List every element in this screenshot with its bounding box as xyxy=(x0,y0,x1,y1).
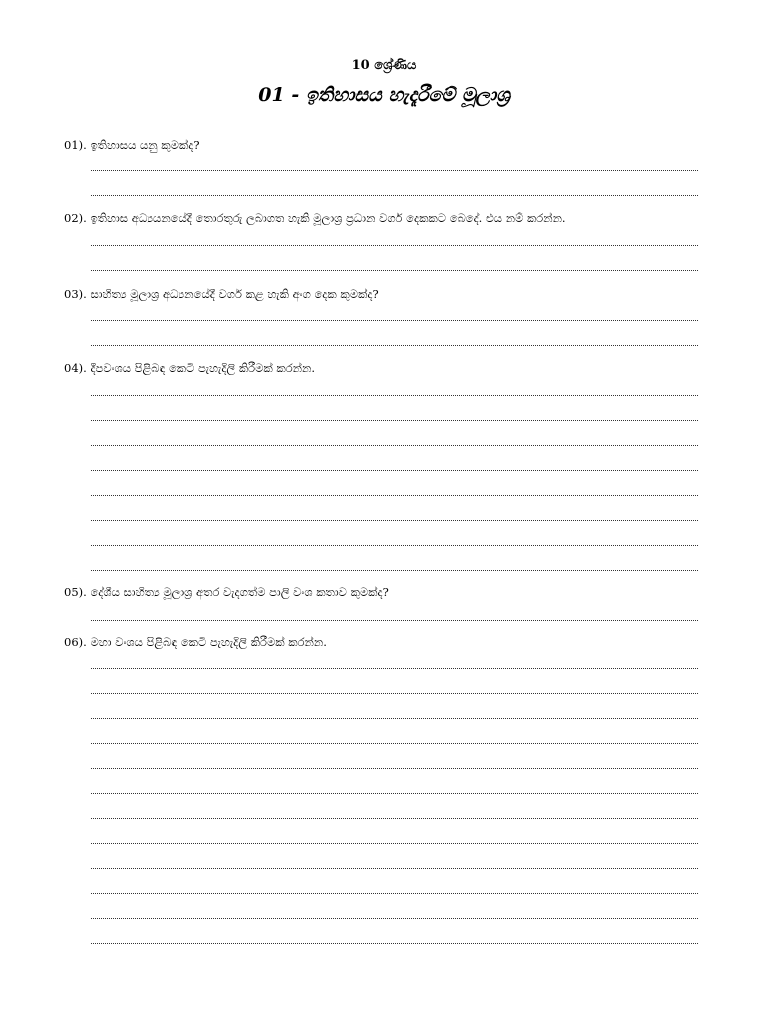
question-number: 02). xyxy=(64,211,87,225)
answer-line xyxy=(91,868,698,869)
answer-line xyxy=(91,545,698,546)
question-number: 04). xyxy=(64,361,87,375)
question-number: 03). xyxy=(64,287,87,301)
answer-line xyxy=(91,768,698,769)
answer-line xyxy=(91,395,698,396)
answer-line xyxy=(91,570,698,571)
answer-line xyxy=(91,495,698,496)
answer-line xyxy=(91,718,698,719)
answer-line xyxy=(91,470,698,471)
question-number: 05). xyxy=(64,585,87,599)
answer-line xyxy=(91,818,698,819)
answer-line xyxy=(91,843,698,844)
question-number: 06). xyxy=(64,635,87,649)
answer-line xyxy=(91,943,698,944)
question-text: ඉතිහාස අධ්‍යයනයේදී තොරතුරු ලබාගත හැකි මූලාශ්‍ර ප්‍රධාන වර්ග දෙකකට බෙදේ. එය නම් කරන්න. xyxy=(90,211,566,225)
question-text: දේශීය සාහිත්‍ය මූලාශ්‍ර අතර වැදගත්ම පාලි වංශ කතාව කුමක්ද? xyxy=(90,585,389,599)
answer-line xyxy=(91,893,698,894)
answer-line xyxy=(91,620,698,621)
question-text: ඉතිහාසය යනු කුමක්ද? xyxy=(90,138,200,152)
answer-line xyxy=(91,195,698,196)
question-number: 01). xyxy=(64,138,87,152)
answer-line xyxy=(91,693,698,694)
answer-line xyxy=(91,320,698,321)
question-4 xyxy=(64,360,724,376)
grade-label: 10 ශ්‍රේණිය xyxy=(351,58,417,73)
answer-line xyxy=(91,420,698,421)
question-text: දීපවංශය පිළිබඳ කෙටි පැහැදිලි කිරීමක් කරන්න. xyxy=(90,361,316,375)
question-3 xyxy=(64,286,724,302)
answer-line xyxy=(91,445,698,446)
answer-line xyxy=(91,918,698,919)
question-5 xyxy=(64,584,724,600)
question-text: සාහිත්‍ය මූලාශ්‍ර අධ්‍යනයේදී වර්ග කළ හැකි අංග දෙක කුමක්ද? xyxy=(90,287,379,301)
question-text: මහා වංශය පිළිබඳ කෙටි පැහැදිලි කිරීමක් කරන්න. xyxy=(90,635,327,649)
answer-line xyxy=(91,668,698,669)
answer-line xyxy=(91,245,698,246)
question-1 xyxy=(64,137,724,153)
answer-line xyxy=(91,793,698,794)
answer-line xyxy=(91,345,698,346)
question-6 xyxy=(64,634,724,650)
worksheet-title: 01 - ඉතිහාසය හැදෑරීමේ මූලාශ්‍ර xyxy=(258,84,510,106)
answer-line xyxy=(91,520,698,521)
answer-line xyxy=(91,270,698,271)
question-2 xyxy=(64,210,724,226)
answer-line xyxy=(91,170,698,171)
answer-line xyxy=(91,743,698,744)
